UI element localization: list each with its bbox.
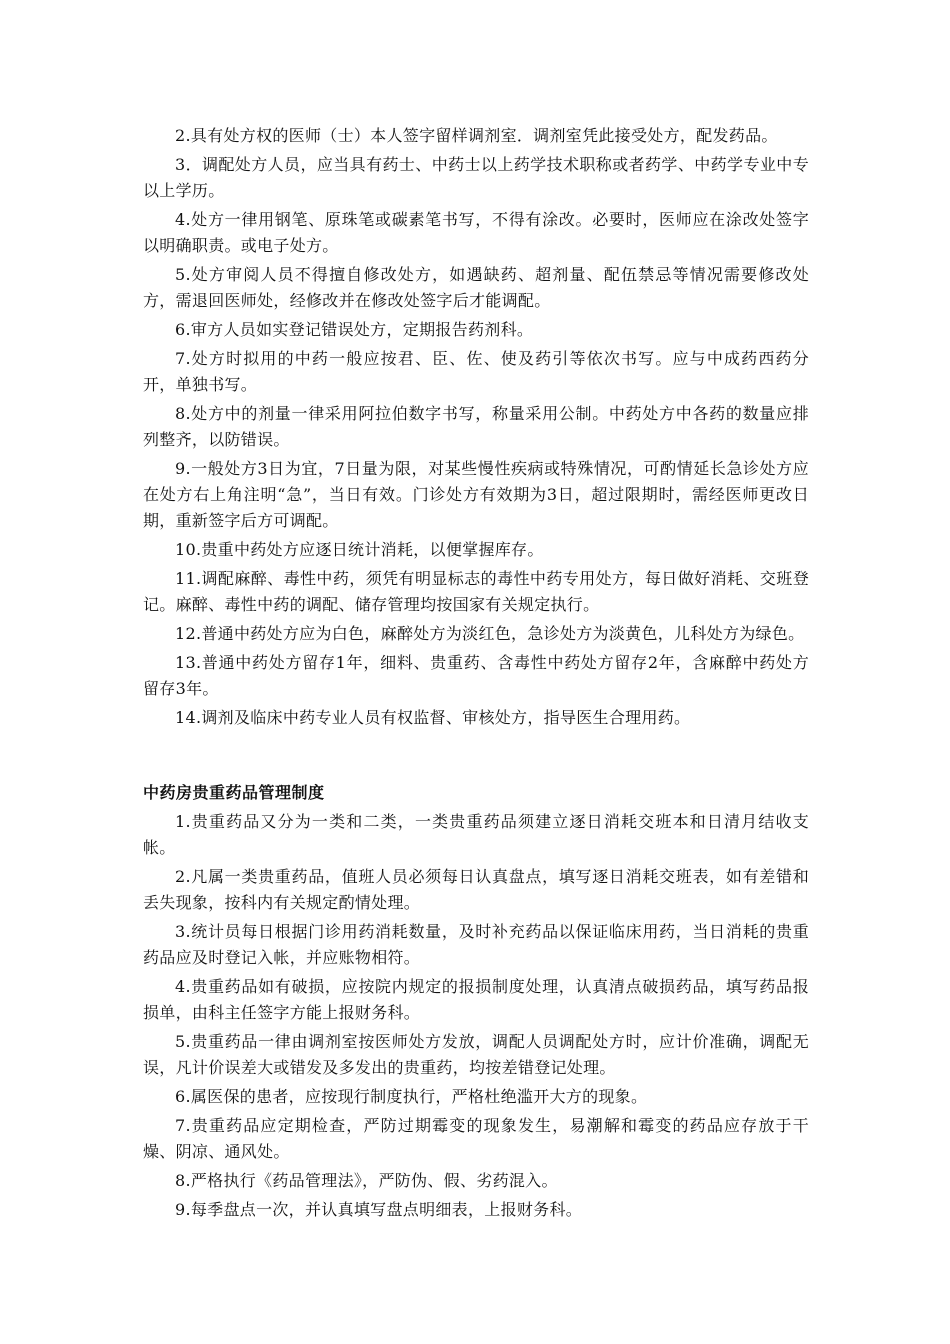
rule-item: 11.调配麻醉、毒性中药，须凭有明显标志的毒性中药专用处方，每日做好消耗、交班登记。麻醉、毒性中药的调配、储存管理均按国家有关规定执行。 [143,569,809,614]
rule-item: 13.普通中药处方留存1年，细料、贵重药、含毒性中药处方留存2年，含麻醉中药处方留存3年。 [143,653,809,698]
section-spacer [143,734,809,780]
rule-item: 8.处方中的剂量一律采用阿拉伯数字书写，称量采用公制。中药处方中各药的数量应排列整齐，以防错误。 [143,404,809,449]
prescription-rules-list [143,123,809,731]
rule-item: 6.属医保的患者，应按现行制度执行，严格杜绝滥开大方的现象。 [175,1087,648,1106]
rule-item: 3．调配处方人员，应当具有药士、中药士以上药学技术职称或者药学、中药学专业中专以上学历。 [143,155,809,200]
rule-item: 5.处方审阅人员不得擅自修改处方，如遇缺药、超剂量、配伍禁忌等情况需要修改处方，需退回医师处，经修改并在修改处签字后才能调配。 [143,265,809,310]
rule-item: 4.处方一律用钢笔、原珠笔或碳素笔书写，不得有涂改。必要时，医师应在涂改处签字以明确职责。或电子处方。 [143,210,809,255]
rule-item: 5.贵重药品一律由调剂室按医师处方发放，调配人员调配处方时，应计价准确，调配无误，凡计价误差大或错发及多发出的贵重药，均按差错登记处理。 [143,1032,809,1077]
document-body [143,123,809,1226]
rule-item: 9.每季盘点一次，并认真填写盘点明细表，上报财务科。 [175,1200,583,1219]
rule-item: 2.凡属一类贵重药品，值班人员必须每日认真盘点，填写逐日消耗交班表，如有差错和丢失现象，按科内有关规定酌情处理。 [143,867,809,912]
rule-item: 6.审方人员如实登记错误处方，定期报告药剂科。 [175,320,534,339]
rule-item: 9.一般处方3日为宜，7日量为限，对某些慢性疾病或特殊情况，可酌情延长急诊处方应在处方右上角注明“急”，当日有效。门诊处方有效期为3日，超过限期时，需经医师更改日期，重新签字后方可调配。 [143,459,809,530]
valuable-drugs-section [143,780,809,1223]
rule-item: 4.贵重药品如有破损，应按院内规定的报损制度处理，认真清点破损药品，填写药品报损单，由科主任签字方能上报财务科。 [143,977,809,1022]
rule-item: 10.贵重中药处方应逐日统计消耗，以便掌握库存。 [175,540,544,559]
rule-item: 7.贵重药品应定期检查，严防过期霉变的现象发生，易潮解和霉变的药品应存放于干燥、阴凉、通风处。 [143,1116,809,1161]
rule-item: 3.统计员每日根据门诊用药消耗数量，及时补充药品以保证临床用药，当日消耗的贵重药品应及时登记入帐，并应账物相符。 [143,922,809,967]
rule-item: 12.普通中药处方应为白色，麻醉处方为淡红色，急诊处方为淡黄色，儿科处方为绿色。 [175,624,805,643]
section-title: 中药房贵重药品管理制度 [143,783,325,802]
rule-item: 2.具有处方权的医师（士）本人签字留样调剂室．调剂室凭此接受处方，配发药品。 [175,126,778,145]
rule-item: 14.调剂及临床中药专业人员有权监督、审核处方，指导医生合理用药。 [175,708,691,727]
rule-item: 7.处方时拟用的中药一般应按君、臣、佐、使及药引等依次书写。应与中成药西药分开，单独书写。 [143,349,809,394]
rule-item: 8.严格执行《药品管理法》，严防伪、假、劣药混入。 [175,1171,558,1190]
rule-item: 1.贵重药品又分为一类和二类，一类贵重药品须建立逐日消耗交班本和日清月结收支帐。 [143,812,809,857]
